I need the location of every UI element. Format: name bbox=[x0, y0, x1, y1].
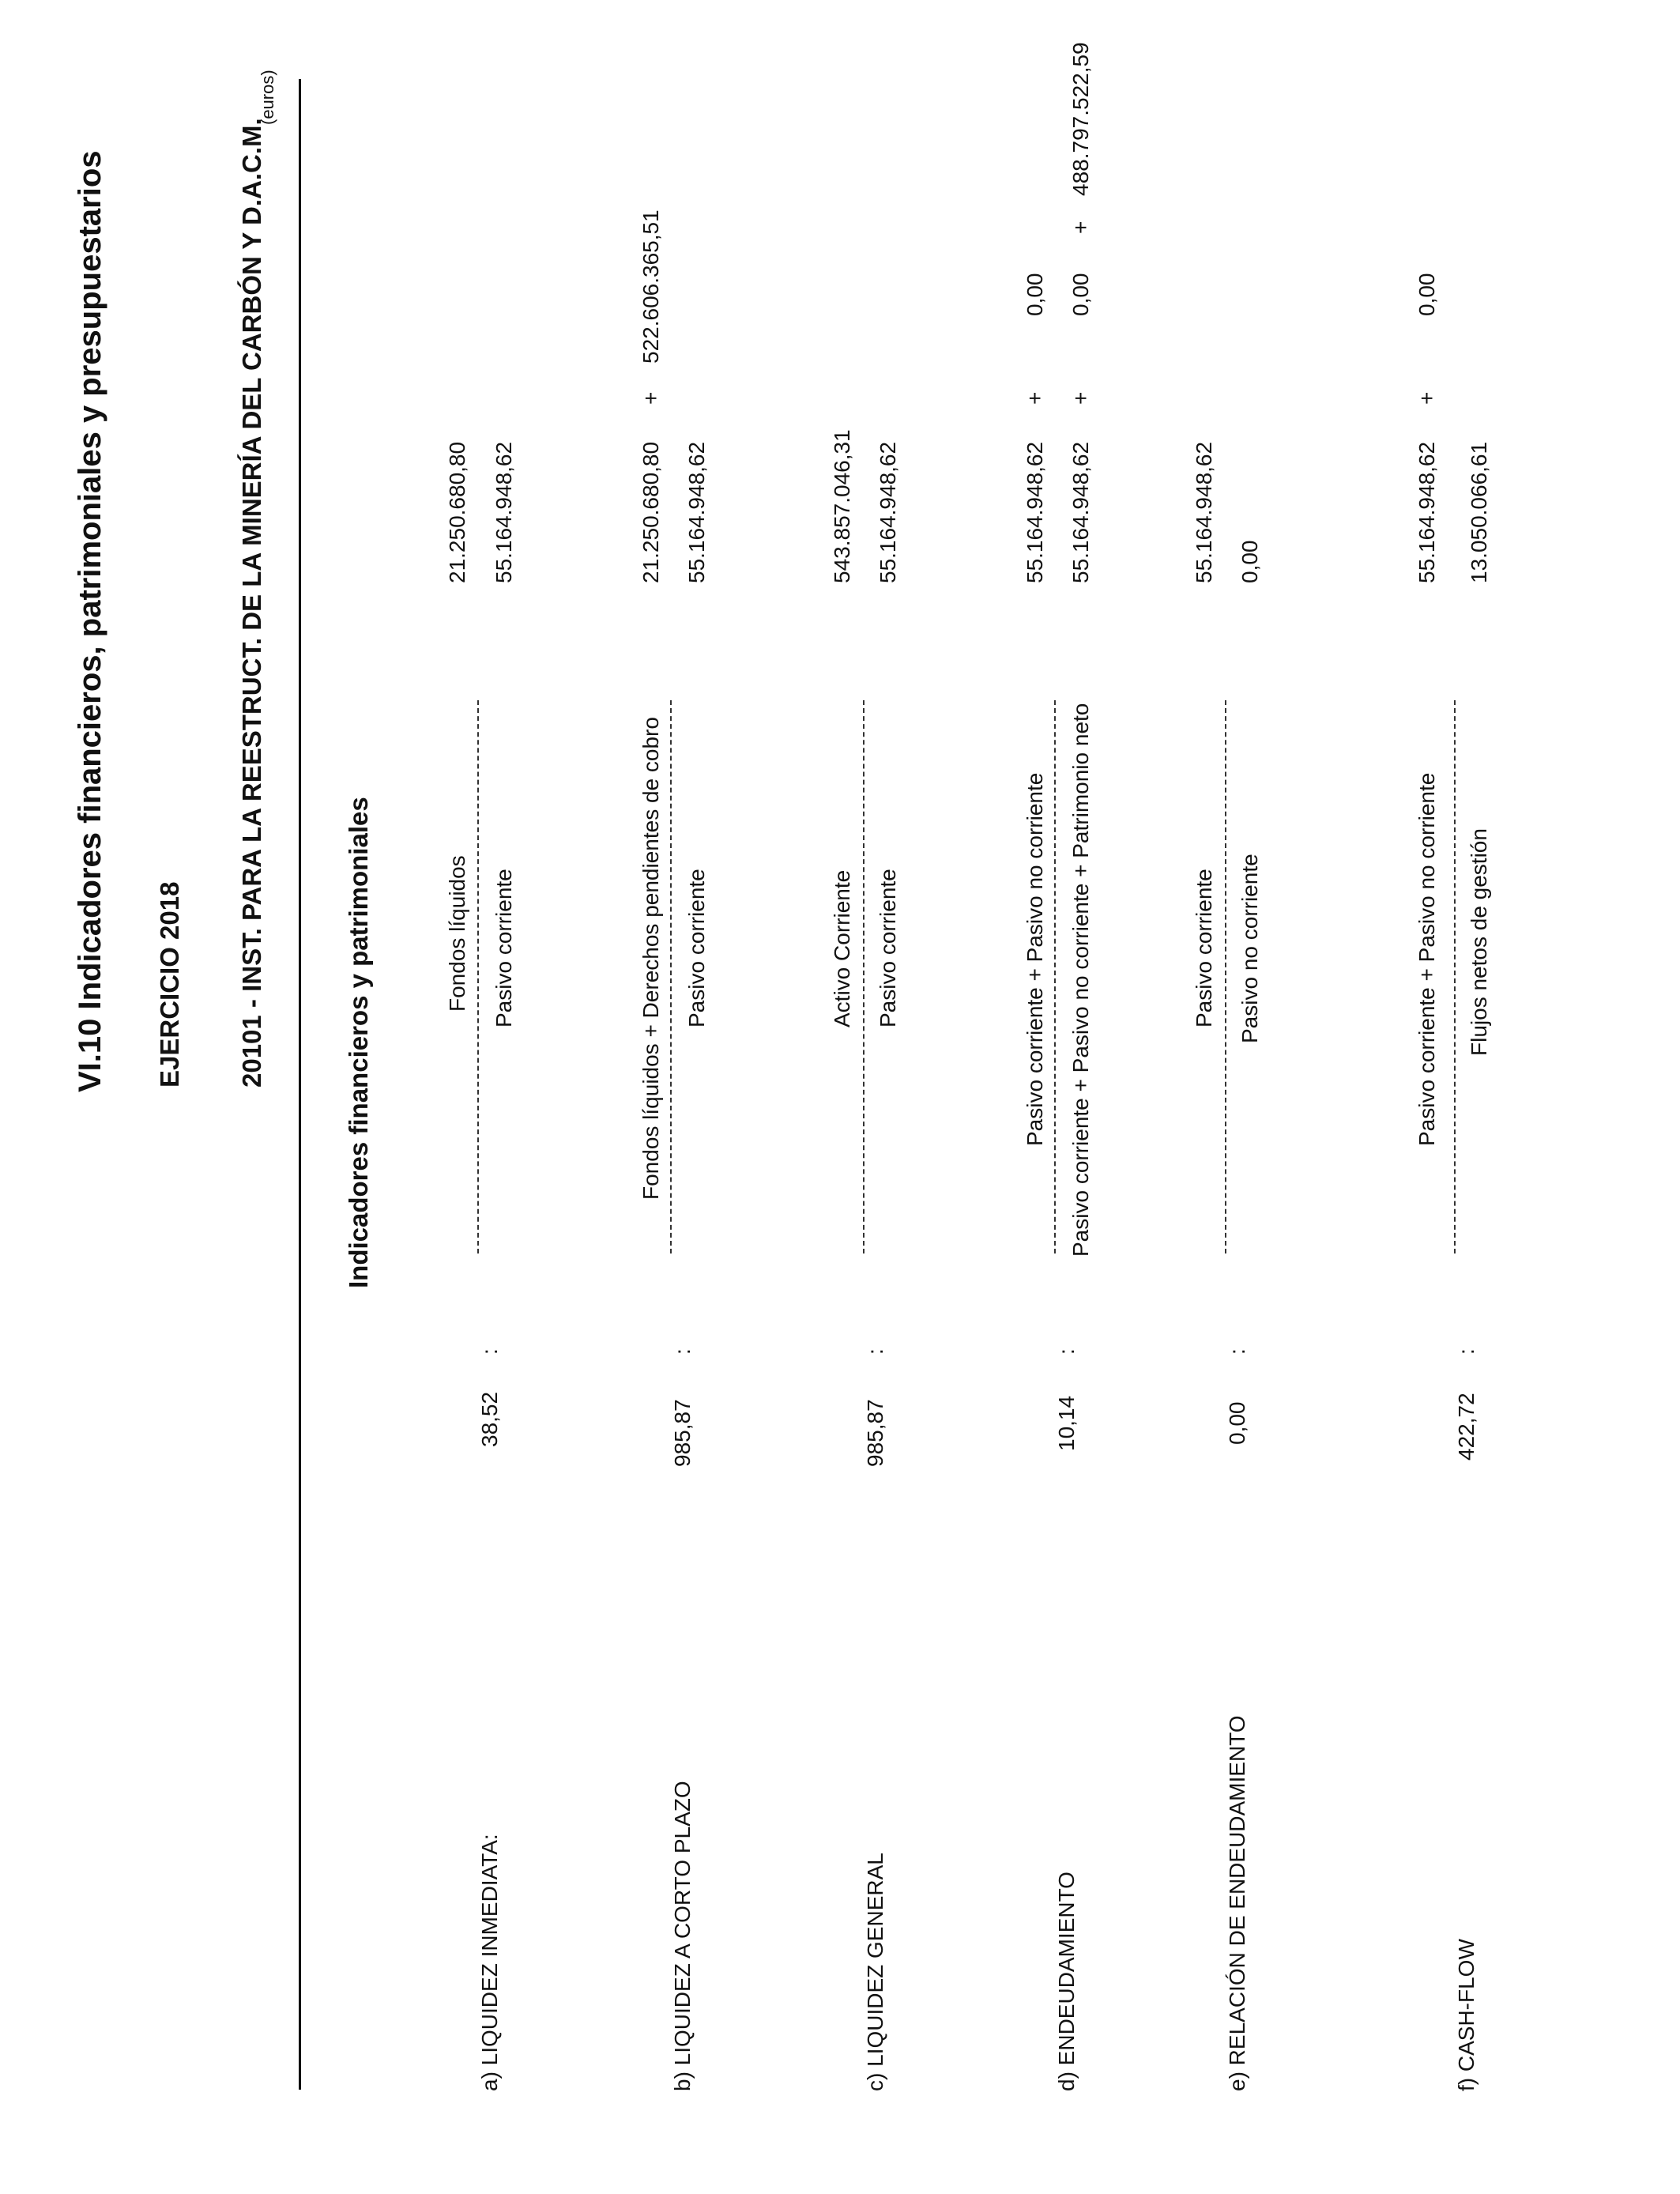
denominator-label: Pasivo no corriente bbox=[1237, 854, 1262, 1043]
numerator-value: 522.606.365,51 bbox=[638, 209, 663, 364]
separator: : bbox=[1054, 1348, 1079, 1355]
indicator-value: 422,72 bbox=[1454, 1393, 1478, 1461]
indicator-name: a) LIQUIDEZ INMEDIATA: bbox=[477, 1834, 502, 2091]
denominator-value: 55.164.948,62 bbox=[1068, 441, 1093, 583]
denominator-value: 0,00 bbox=[1237, 540, 1262, 583]
entity-name: 20101 - INST. PARA LA REESTRUCT. DE LA MINERÍA DEL CARBÓN Y D.A.C.M. bbox=[237, 118, 266, 1088]
indicator-value: 985,87 bbox=[670, 1399, 695, 1467]
numerator-label: Fondos líquidos bbox=[445, 855, 469, 1012]
section-title: Indicadores financieros y patrimoniales bbox=[344, 797, 373, 1288]
report-title: VI.10 Indicadores financieros, patrimoniales y presupuestarios bbox=[73, 150, 107, 1092]
indicator-name: b) LIQUIDEZ A CORTO PLAZO bbox=[670, 1781, 695, 2091]
indicator-name: c) LIQUIDEZ GENERAL bbox=[863, 1853, 887, 2091]
indicator-value: 0,00 bbox=[1225, 1401, 1249, 1445]
numerator-value: 21.250.680,80 bbox=[445, 441, 469, 583]
denominator-value: 55.164.948,62 bbox=[684, 441, 709, 583]
separator: : bbox=[477, 1348, 502, 1355]
numerator-label: Pasivo corriente bbox=[1192, 869, 1216, 1027]
numerator-value: 55.164.948,62 bbox=[1192, 441, 1216, 583]
numerator-value: 55.164.948,62 bbox=[1414, 441, 1439, 583]
indicator-value: 985,87 bbox=[863, 1399, 887, 1467]
numerator-label: Activo Corriente bbox=[830, 869, 854, 1027]
fraction-line bbox=[1054, 700, 1056, 1253]
denominator-label: Pasivo corriente bbox=[684, 869, 709, 1027]
numerator-label: Pasivo corriente + Pasivo no corriente bbox=[1414, 772, 1439, 1146]
indicator-value: 38,52 bbox=[477, 1391, 502, 1447]
denominator-label: Pasivo corriente bbox=[876, 869, 900, 1027]
indicator-name: d) ENDEUDAMIENTO bbox=[1054, 1872, 1079, 2091]
header-rule bbox=[299, 79, 301, 2090]
separator: : bbox=[863, 1348, 887, 1355]
indicator-name: e) RELACIÓN DE ENDEUDAMIENTO bbox=[1225, 1715, 1249, 2091]
indicator-value: 10,14 bbox=[1054, 1395, 1079, 1451]
numerator-label: Pasivo corriente + Pasivo no corriente bbox=[1023, 772, 1047, 1146]
numerator-value: 543.857.046,31 bbox=[830, 429, 854, 583]
separator: : bbox=[670, 1348, 695, 1355]
report-year: EJERCICIO 2018 bbox=[155, 881, 184, 1088]
numerator-value: 55.164.948,62 bbox=[1023, 441, 1047, 583]
numerator-value: 0,00 bbox=[1414, 273, 1439, 316]
fraction-line bbox=[670, 700, 672, 1253]
denominator-label: Pasivo corriente + Pasivo no corriente + Patrimonio neto bbox=[1068, 703, 1093, 1257]
denominator-value: 55.164.948,62 bbox=[876, 441, 900, 583]
fraction-line bbox=[863, 700, 864, 1253]
plus-sign: + bbox=[1023, 391, 1047, 405]
numerator-value: 0,00 bbox=[1023, 273, 1047, 316]
fraction-line bbox=[477, 700, 479, 1253]
numerator-value: 21.250.680,80 bbox=[638, 441, 663, 583]
indicator-name: f) CASH-FLOW bbox=[1454, 1939, 1478, 2091]
fraction-line bbox=[1225, 700, 1226, 1253]
plus-sign: + bbox=[1068, 221, 1093, 234]
separator: : bbox=[1225, 1348, 1249, 1355]
denominator-value: 0,00 bbox=[1068, 273, 1093, 316]
units-label: (euros) bbox=[258, 70, 277, 125]
plus-sign: + bbox=[1414, 391, 1439, 405]
plus-sign: + bbox=[1068, 391, 1093, 405]
denominator-label: Pasivo corriente bbox=[492, 869, 516, 1027]
denominator-value: 488.797.522,59 bbox=[1068, 42, 1093, 196]
separator: : bbox=[1454, 1348, 1478, 1355]
plus-sign: + bbox=[638, 391, 663, 405]
denominator-value: 55.164.948,62 bbox=[492, 441, 516, 583]
numerator-label: Fondos líquidos + Derechos pendientes de cobro bbox=[638, 717, 663, 1200]
denominator-value: 13.050.066,61 bbox=[1467, 441, 1491, 583]
denominator-label: Flujos netos de gestión bbox=[1467, 828, 1491, 1056]
fraction-line bbox=[1454, 700, 1456, 1253]
